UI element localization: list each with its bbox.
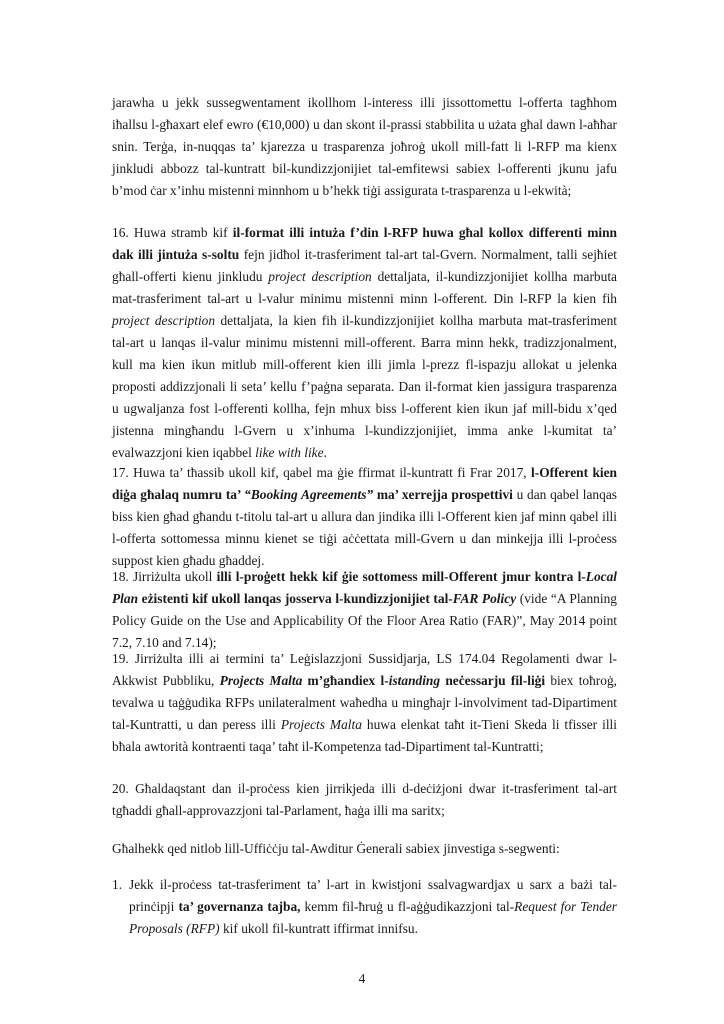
emphasis-bold: illi l-proġett hekk kif ġie sottomess mill-Offerent jmur kontra l-: [216, 569, 586, 584]
paragraph-text: kif ukoll fil-kuntratt iffirmat innifsu.: [219, 921, 418, 936]
paragraph-text: biex toħroġ, tevalwa u taġġudika RFPs unilateralment waħedha u mingħajr l-involviment tad-Dipartiment tal-Kuntratti, u dan peress illi: [112, 673, 617, 732]
paragraph-text: dettaljata, il-kundizzjonijiet kollha marbuta mat-trasferiment tal-art u l-valur minimu mistenni minn l-offerent. Din l-RFP la kien fih: [112, 269, 617, 306]
emphasis-italic: Request for Tender Proposals (RFP): [129, 899, 618, 936]
emphasis-italic: “Booking Agreements”: [244, 487, 374, 502]
paragraph-text: 19. Jirriżulta illi ai termini ta’ Leġislazzjoni Sussidjarja, LS 174.04 Regolamenti dwar l-Akkwist Pubbliku,: [112, 651, 617, 688]
emphasis-bold: m’għandiex l-: [302, 673, 389, 688]
emphasis-italic: Projects Malta: [219, 673, 303, 688]
paragraph-text: Jekk il-proċess tat-trasferiment ta’ l-art in kwistjoni ssalvagwardjax u sarx a bażi tal-prinċipji: [129, 877, 617, 914]
emphasis-bold: il-format illi intuża f’din l-RFP huwa għal kollox differenti minn dak illi jintuża s-soltu: [112, 225, 617, 262]
emphasis-bold-italic: [220, 673, 303, 688]
paragraph-text: jarawha u jekk sussegwentament ikollhom l-interess illi jissottomettu l-offerta tagħhom iħallsu l-għaxart elef ewro (€10,000) u dan skont il-prassi stabbilita u użata għal dawn l-aħħar snin. Terġa, in-nuqqas ta’ kjarezza u trasparenza joħroġ ukoll mill-fatt li l-RFP ma kienx jinkludi abbozz tal-kuntratt bil-kundizzjonijiet tal-emfitewsi sabiex l-offerenti jkunu jafu b’mod ċar x’inhu mistenni minnhom u b’hekk tiġi assigurata t-trasparenza u l-ekwità;: [112, 95, 617, 198]
paragraph-18: [112, 566, 617, 654]
paragraph-text: fejn jidħol it-trasferiment tal-art tal-Gvern. Normalment, talli sejħiet għall-offerti kienu jinkludu: [112, 247, 617, 284]
emphasis-italic: Projects Malta: [280, 717, 362, 732]
emphasis-italic: like with like: [255, 445, 324, 460]
emphasis-italic: istanding: [388, 673, 441, 688]
emphasis-italic: project description: [268, 269, 372, 284]
emphasis-bold-italic: [244, 487, 373, 502]
paragraph-text: 16. Huwa stramb kif: [112, 225, 233, 240]
emphasis-bold: l-Offerent kien diġa għalaq numru ta’: [112, 465, 618, 502]
paragraph-text: (vide “A Planning Policy Guide on the Use and Applicability Of the Floor Area Ratio (FAR)”, May 2014 point 7.2, 7.10 and 7.14);: [112, 591, 617, 650]
emphasis-bold-italic: [389, 673, 440, 688]
paragraph-17: [112, 462, 617, 572]
paragraph-text: 20. Għaldaqstant dan il-proċess kien jirrikjeda illi d-deċiżjoni dwar it-trasferiment tal-art tgħaddi għall-approvazzjoni tal-Parlament, ħaġa illi ma saritx;: [112, 781, 617, 818]
paragraph-text: .: [323, 445, 327, 460]
emphasis-italic: project description: [112, 313, 216, 328]
paragraph-text: Għalhekk qed nitlob lill-Uffiċċju tal-Awditur Ġenerali sabiex jinvestiga s-segwenti:: [112, 841, 560, 856]
paragraph-text: dettaljata, la kien fih il-kundizzjonijiet kollha marbuta mat-trasferiment tal-art u lanqas il-valur minimu mistenni mill-offerent. Barra minn hekk, tradizzjonalment, kull ma kien ikun mitlub mill-offerent kien illi jimla l-prezz fl-ispazju allokat u jelenka proposti addizzjonali li seta’ kellu f’paġna separata. Dan il-format kien jassigura trasparenza u ugwaljanza fost l-offerenti kollha, fejn mhux biss l-offerent kien ikun jaf mill-bidu x’qed jistenna mingħandu l-Gvern u x’inhuma l-kundizzjonijiet, imma anke l-kumitat ta’ evalwazzjoni kien iqabbel: [112, 313, 618, 460]
paragraph-text: 17. Huwa ta’ tħassib ukoll kif, qabel ma ġie ffirmat il-kuntratt fi Frar 2017,: [112, 465, 532, 480]
paragraph-20: [112, 778, 617, 822]
emphasis-bold: ma’ xerrejja prospettivi: [373, 487, 513, 502]
paragraph-text: 18. Jirriżulta ukoll: [112, 569, 217, 584]
paragraph-19: [112, 648, 617, 758]
list-item: [112, 874, 617, 940]
emphasis-bold: ta’ governanza tajba,: [178, 899, 301, 914]
emphasis-bold: eżistenti kif ukoll lanqas josserva l-kundizzjonijiet tal-: [138, 591, 453, 606]
list-number: 1.: [112, 877, 123, 892]
emphasis-italic: FAR Policy: [452, 591, 517, 606]
paragraph-16: [112, 222, 617, 464]
list-item-body: [112, 874, 617, 940]
paragraph-text: u dan qabel lanqas biss kien għad għandu t-titolu tal-art u allura dan jindika illi l-Offerent kien jaf minn qabel illi l-offerta sottomessa minnu kienet se tiġi aċċettata mill-Gvern u dan minkejja illi l-proċess suppost kien għadu għaddej.: [112, 487, 617, 568]
paragraph-text: huwa elenkat taħt it-Tieni Skeda li tfisser illi bħala awtorità kontraenti taqa’ taħt il-Kompetenza tad-Dipartiment tal-Kuntratti;: [112, 717, 617, 754]
emphasis-bold-italic: [453, 591, 516, 606]
page-number: 4: [358, 971, 366, 986]
paragraph-text: kemm fil-ħruġ u fl-aġġudikazzjoni tal-: [300, 899, 515, 914]
paragraph-continuation: [112, 92, 617, 202]
request-intro: [112, 838, 617, 860]
emphasis-bold: neċessarju fil-liġi: [440, 673, 546, 688]
emphasis-italic: Local Plan: [112, 569, 618, 606]
